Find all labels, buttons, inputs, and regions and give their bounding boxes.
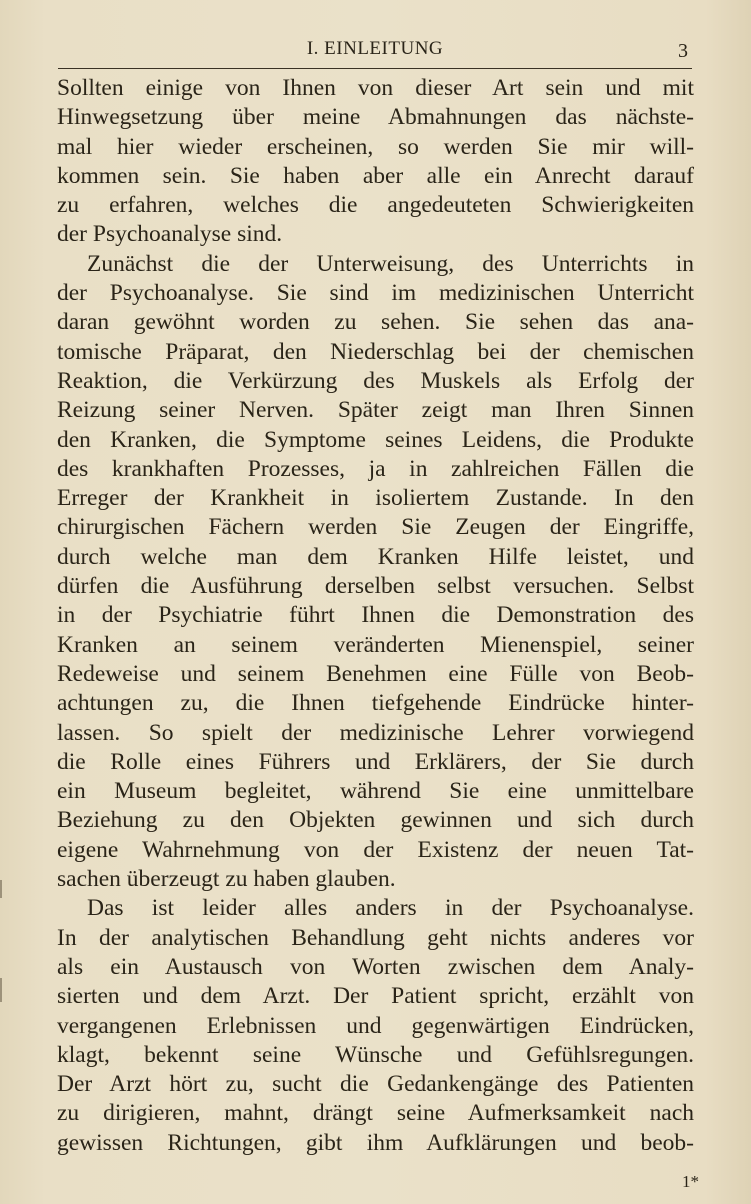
text-line: sierten und dem Arzt. Der Patient spricht, erzählt von [57,983,694,1010]
text-line: vergangenen Erlebnissen und gegenwärtigen Eindrücken, [57,1012,694,1039]
text-line: zu erfahren, welches die angedeuteten Schwierigkeiten [57,192,694,219]
text-line: der Psychoanalyse. Sie sind im medizinischen Unterricht [57,280,694,307]
text-line: die Rolle eines Führers und Erklärers, der Sie durch [57,748,694,775]
text-line: durch welche man dem Kranken Hilfe leistet, und [57,543,694,570]
text-line: in der Psychiatrie führt Ihnen die Demonstration des [57,602,694,629]
text-line: der Psychoanalyse sind. [57,221,283,248]
text-line: gewissen Richtungen, gibt ihm Aufklärungen und beob- [57,1129,694,1156]
text-line: sachen überzeugt zu haben glauben. [57,866,396,893]
text-line: des krankhaften Prozesses, ja in zahlreichen Fällen die [57,455,694,482]
text-line: den Kranken, die Symptome seines Leidens, die Produkte [57,426,694,453]
text-line: chirurgischen Fächern werden Sie Zeugen der Eingriffe, [57,514,694,541]
page-number: 3 [678,40,688,62]
text-line: klagt, bekennt seine Wünsche und Gefühlsregungen. [57,1041,694,1068]
text-line: kommen sein. Sie haben aber alle ein Anrecht darauf [57,162,694,189]
text-line: ein Museum begleitet, während Sie eine unmittelbare [57,778,694,805]
text-line: Beziehung zu den Objekten gewinnen und sich durch [57,807,694,834]
text-line: Redeweise und seinem Benehmen eine Fülle von Beob- [57,660,694,687]
text-line: In der analytischen Behandlung geht nichts anderes vor [57,924,694,951]
text-line: Sollten einige von Ihnen von dieser Art sein und mit [57,75,694,101]
text-line: mal hier wieder erscheinen, so werden Sie mir will- [57,133,694,160]
text-line: als ein Austausch von Worten zwischen dem Analy- [57,953,694,980]
text-line: Erreger der Krankheit in isoliertem Zustande. In den [57,485,694,512]
text-line: daran gewöhnt worden zu sehen. Sie sehen das ana- [57,309,694,336]
text-line: lassen. So spielt der medizinische Lehrer vorwiegend [57,719,694,746]
text-line: tomische Präparat, den Niederschlag bei der chemischen [57,338,694,365]
text-line: Zunächst die der Unterweisung, des Unterrichts in [87,250,694,277]
text-line: Reaktion, die Verkürzung des Muskels als Erfolg der [57,367,694,394]
text-line: Das ist leider alles anders in der Psychoanalyse. [87,895,694,922]
margin-mark [0,978,2,1002]
body-text [57,74,694,1158]
text-line: achtungen zu, die Ihnen tiefgehende Eindrücke hinter- [57,690,694,717]
text-line: Hinwegsetzung über meine Abmahnungen das nächste- [57,104,694,131]
text-line: zu dirigieren, mahnt, drängt seine Aufmerksamkeit nach [57,1100,694,1127]
text-line: Der Arzt hört zu, sucht die Gedankengänge des Patienten [57,1071,694,1098]
text-line: Reizung seiner Nerven. Später zeigt man Ihren Sinnen [57,397,694,424]
signature-mark: 1* [682,1172,699,1191]
text-line: eigene Wahrnehmung von der Existenz der neuen Tat- [57,836,694,863]
running-head [58,38,692,69]
margin-mark [0,880,2,898]
running-title: I. EINLEITUNG [306,38,444,59]
text-line: Kranken an seinem veränderten Mienenspiel, seiner [57,631,694,658]
text-line: dürfen die Ausführung derselben selbst versuchen. Selbst [57,573,694,600]
